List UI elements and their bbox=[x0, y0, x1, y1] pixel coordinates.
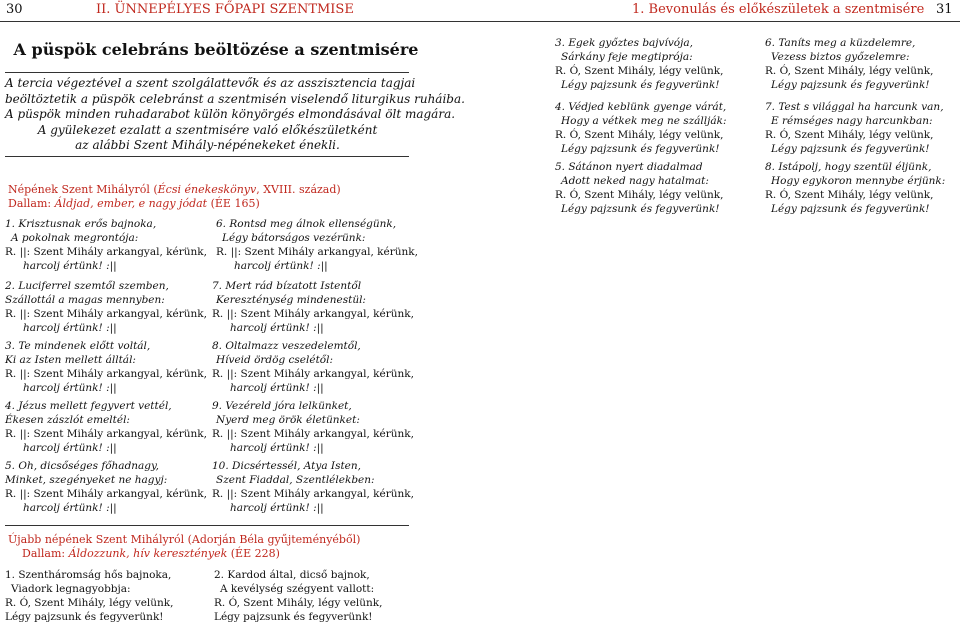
refrain-line: harcolj értünk! :|| bbox=[230, 442, 324, 454]
song1-century: , XVIII. század) bbox=[256, 183, 341, 196]
song1-verse bbox=[212, 399, 414, 455]
verse-line: A kevélység szégyent vallott: bbox=[220, 583, 375, 595]
verse-line: Kereszténység mindenestül: bbox=[216, 294, 366, 306]
song1-melody-label: Dallam: bbox=[8, 197, 55, 210]
song1-heading bbox=[8, 183, 341, 211]
song1-verse bbox=[5, 279, 207, 335]
verse-line: Vezess biztos győzelemre: bbox=[771, 51, 910, 63]
refrain-line: R. Ó, Szent Mihály, légy velünk, bbox=[765, 189, 934, 201]
verse-line: Adott neked nagy hatalmat: bbox=[561, 175, 709, 187]
refrain-line: R. Ó, Szent Mihály, légy velünk, bbox=[5, 597, 174, 609]
verse-line: 1. Krisztusnak erős bajnoka, bbox=[5, 218, 157, 230]
title-rule bbox=[5, 72, 409, 73]
verse-line: E rémséges nagy harcunkban: bbox=[771, 115, 933, 127]
song1-verse bbox=[5, 399, 207, 455]
right-running-title: 1. Bevonulás és előkészületek a szentmisére bbox=[632, 2, 925, 17]
verse-line: 2. Kardod által, dicső bajnok, bbox=[214, 569, 370, 581]
song2-verse bbox=[765, 100, 944, 156]
song1-source: Écsi énekeskönyv bbox=[157, 183, 257, 196]
refrain-line: harcolj értünk! :|| bbox=[23, 502, 117, 514]
verse-line: 6. Rontsd meg álnok ellenségünk, bbox=[216, 218, 397, 230]
verse-line: Sárkány feje megtiprója: bbox=[561, 51, 693, 63]
song2-verse bbox=[555, 160, 724, 216]
refrain-line: R. Ó, Szent Mihály, légy velünk, bbox=[555, 129, 724, 141]
song1-verse bbox=[212, 339, 414, 395]
verse-line: 9. Vezéreld jóra lelkünket, bbox=[212, 400, 352, 412]
verse-line: 5. Oh, dicsőséges főhadnagy, bbox=[5, 460, 159, 472]
song2-verse bbox=[765, 36, 934, 92]
verse-line: 10. Dicsértessél, Atya Isten, bbox=[212, 460, 361, 472]
song1-verse bbox=[5, 217, 207, 273]
song2-melody-label: Dallam: bbox=[22, 547, 69, 560]
verse-line: Minket, szegényeket ne hagyj: bbox=[5, 474, 168, 486]
song1-verse bbox=[216, 217, 418, 273]
song2-heading bbox=[8, 533, 360, 561]
refrain-line: Légy pajzsunk és fegyverünk! bbox=[5, 611, 164, 623]
verse-line: Viadork legnagyobbja: bbox=[11, 583, 131, 595]
intro-line: beöltöztetik a püspök celebránst a szentmisén viselendő liturgikus ruháiba. bbox=[5, 91, 465, 106]
song2-melody-title: Áldozzunk, hív keresztények bbox=[68, 547, 228, 560]
song1-verse bbox=[212, 459, 414, 515]
refrain-line: R. ||: Szent Mihály arkangyal, kérünk, bbox=[212, 428, 414, 440]
verse-line: 3. Egek győztes bajvívója, bbox=[555, 37, 693, 49]
verse-line: Ékesen zászlót emeltél: bbox=[5, 414, 130, 426]
left-page-number: 30 bbox=[6, 2, 23, 17]
refrain-line: R. Ó, Szent Mihály, légy velünk, bbox=[214, 597, 383, 609]
intro-line: az alábbi Szent Mihály-népénekeket énekli. bbox=[75, 138, 340, 152]
song2-rule bbox=[5, 525, 409, 526]
refrain-line: harcolj értünk! :|| bbox=[23, 442, 117, 454]
song1-verse bbox=[212, 279, 414, 335]
verse-line: 7. Mert rád bízatott Istentől bbox=[212, 280, 362, 292]
verse-line: Szállottál a magas mennyben: bbox=[5, 294, 165, 306]
refrain-line: harcolj értünk! :|| bbox=[230, 322, 324, 334]
refrain-line: harcolj értünk! :|| bbox=[23, 322, 117, 334]
refrain-line: R. Ó, Szent Mihály, légy velünk, bbox=[765, 129, 934, 141]
verse-line: Hogy a vétkek meg ne szállják: bbox=[561, 115, 727, 127]
verse-line: 3. Te mindenek előtt voltál, bbox=[5, 340, 151, 352]
refrain-line: Légy pajzsunk és fegyverünk! bbox=[771, 203, 930, 215]
song1-melody-title: Áldjad, ember, e nagy jódat bbox=[54, 197, 208, 210]
refrain-line: harcolj értünk! :|| bbox=[230, 382, 324, 394]
intro-line: A püspök minden ruhadarabot külön könyörgés elmondásával ölt magára. bbox=[5, 107, 456, 121]
refrain-line: Légy pajzsunk és fegyverünk! bbox=[771, 79, 930, 91]
section-intro bbox=[5, 76, 465, 154]
verse-line: 2. Luciferrel szemtől szemben, bbox=[5, 280, 169, 292]
refrain-line: Légy pajzsunk és fegyverünk! bbox=[561, 79, 720, 91]
refrain-line: R. ||: Szent Mihály arkangyal, kérünk, bbox=[5, 246, 207, 258]
refrain-line: Légy pajzsunk és fegyverünk! bbox=[771, 143, 930, 155]
refrain-line: Légy pajzsunk és fegyverünk! bbox=[214, 611, 373, 623]
refrain-line: harcolj értünk! :|| bbox=[234, 260, 328, 272]
verse-line: A pokolnak megrontója: bbox=[11, 232, 139, 244]
refrain-line: R. Ó, Szent Mihály, légy velünk, bbox=[555, 65, 724, 77]
refrain-line: R. ||: Szent Mihály arkangyal, kérünk, bbox=[216, 246, 418, 258]
section-title: A püspök celebráns beöltözése a szentmisére bbox=[13, 40, 419, 59]
intro-line: A gyülekezet ezalatt a szentmisére való előkészületként bbox=[37, 122, 378, 137]
song2-verse bbox=[555, 36, 724, 92]
song2-verse bbox=[214, 568, 383, 624]
verse-line: 4. Jézus mellett fegyvert vettél, bbox=[5, 400, 172, 412]
song2-melody-ref: (ÉE 228) bbox=[227, 547, 280, 560]
right-page-number: 31 bbox=[936, 2, 953, 17]
verse-line: Hogy egykoron mennybe érjünk: bbox=[771, 175, 946, 187]
refrain-line: R. Ó, Szent Mihály, légy velünk, bbox=[765, 65, 934, 77]
song2-verse bbox=[555, 100, 727, 156]
verse-line: Szent Fiaddal, Szentlélekben: bbox=[216, 474, 375, 486]
verse-line: 5. Sátánon nyert diadalmad bbox=[555, 161, 703, 173]
song2-title: Újabb népének Szent Mihályról (Adorján Béla gyűjteményéből) bbox=[8, 533, 361, 546]
verse-line: Ki az Isten mellett álltál: bbox=[5, 354, 136, 366]
refrain-line: harcolj értünk! :|| bbox=[23, 382, 117, 394]
song1-verse bbox=[5, 339, 207, 395]
verse-line: 8. Istápolj, hogy szentül éljünk, bbox=[765, 161, 932, 173]
refrain-line: R. Ó, Szent Mihály, légy velünk, bbox=[555, 189, 724, 201]
refrain-line: R. ||: Szent Mihály arkangyal, kérünk, bbox=[5, 428, 207, 440]
intro-line: A tercia végeztével a szent szolgálattevők és az asszisztencia tagjai bbox=[5, 76, 416, 90]
refrain-line: R. ||: Szent Mihály arkangyal, kérünk, bbox=[212, 368, 414, 380]
verse-line: 6. Taníts meg a küzdelemre, bbox=[765, 37, 916, 49]
song1-verse bbox=[5, 459, 207, 515]
refrain-line: R. ||: Szent Mihály arkangyal, kérünk, bbox=[212, 308, 414, 320]
verse-line: 8. Oltalmazz veszedelemtől, bbox=[212, 340, 361, 352]
refrain-line: harcolj értünk! :|| bbox=[230, 502, 324, 514]
intro-rule bbox=[5, 156, 409, 157]
refrain-line: R. ||: Szent Mihály arkangyal, kérünk, bbox=[5, 488, 207, 500]
refrain-line: Légy pajzsunk és fegyverünk! bbox=[561, 203, 720, 215]
refrain-line: R. ||: Szent Mihály arkangyal, kérünk, bbox=[5, 308, 207, 320]
refrain-line: R. ||: Szent Mihály arkangyal, kérünk, bbox=[212, 488, 414, 500]
verse-line: 7. Test s világgal ha harcunk van, bbox=[765, 101, 944, 113]
song2-verse bbox=[765, 160, 945, 216]
verse-line: Nyerd meg örök életünket: bbox=[216, 414, 360, 426]
verse-line: 4. Védjed keblünk gyenge várát, bbox=[555, 101, 727, 113]
refrain-line: R. ||: Szent Mihály arkangyal, kérünk, bbox=[5, 368, 207, 380]
refrain-line: Légy pajzsunk és fegyverünk! bbox=[561, 143, 720, 155]
header-rule bbox=[0, 21, 960, 22]
song1-title: Népének Szent Mihályról ( bbox=[8, 183, 158, 196]
left-running-title: II. ÜNNEPÉLYES FŐPAPI SZENTMISE bbox=[96, 2, 354, 17]
verse-line: Híveid ördög cselétől: bbox=[216, 354, 334, 366]
song1-melody-ref: (ÉE 165) bbox=[207, 197, 260, 210]
verse-line: Légy bátorságos vezérünk: bbox=[222, 232, 366, 244]
song2-verse bbox=[5, 568, 174, 624]
verse-line: 1. Szentháromság hős bajnoka, bbox=[5, 569, 172, 581]
refrain-line: harcolj értünk! :|| bbox=[23, 260, 117, 272]
